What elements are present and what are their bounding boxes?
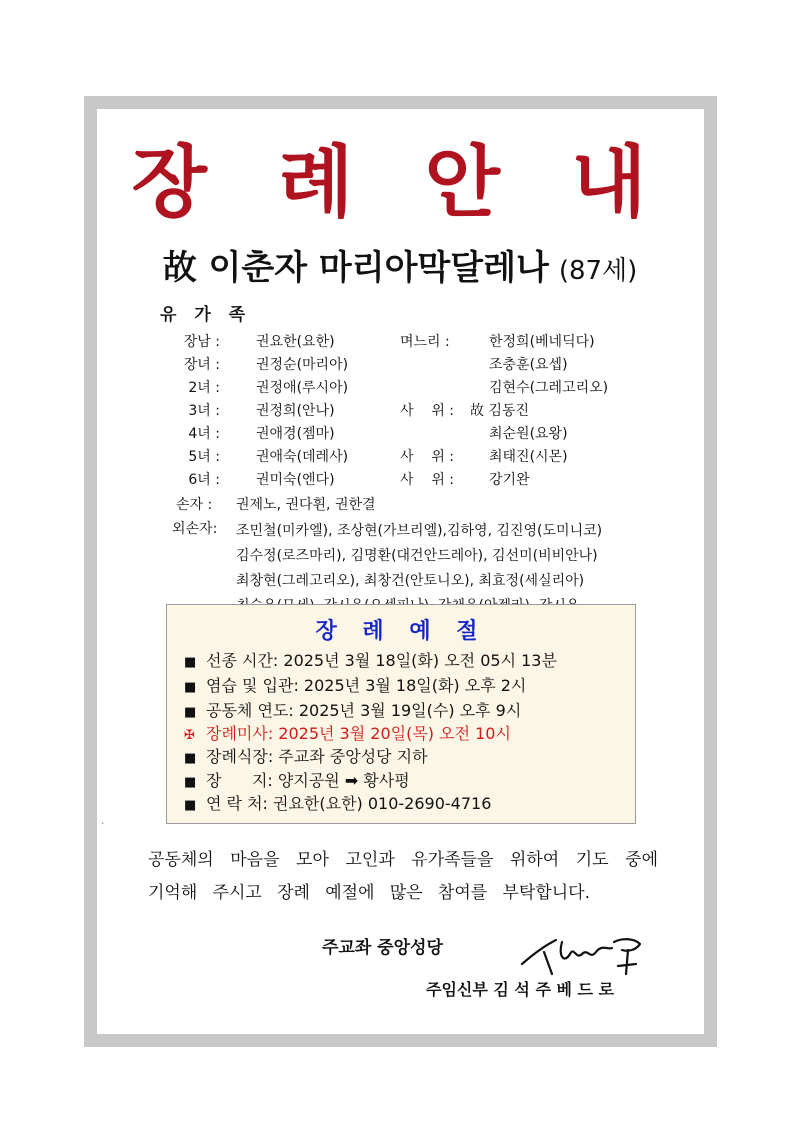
family-name: 강기완 bbox=[489, 472, 530, 488]
grandchildren-names: 권제노, 권다휜, 권한결 bbox=[236, 497, 376, 513]
schedule-item bbox=[184, 700, 521, 724]
notice-title: 장 례 안 내 bbox=[131, 138, 669, 228]
schedule-item-text: 장례식장: 주교좌 중앙성당 지하 bbox=[206, 747, 428, 766]
maternal-grandchildren-line: 김수정(로즈마리), 김명환(대건안드레아), 김선미(비비안나) bbox=[236, 548, 598, 564]
family-relation: 6녀 : bbox=[188, 472, 220, 488]
family-name: 권정희(안나) bbox=[256, 403, 335, 419]
schedule-item bbox=[184, 650, 557, 674]
bullet-icon: ■ bbox=[184, 798, 197, 813]
maternal-grandchildren-line: 최창현(그레고리오), 최창건(안토니오), 최효정(세실리아) bbox=[236, 573, 585, 589]
family-relation: 사 위 : bbox=[400, 472, 455, 488]
grandchildren-label: 손자 : bbox=[176, 497, 213, 513]
family-name: 권애경(젬마) bbox=[256, 426, 335, 442]
family-name: 조충훈(요셉) bbox=[489, 357, 568, 373]
deceased-age: (87세) bbox=[558, 256, 638, 286]
schedule-item bbox=[184, 770, 410, 794]
family-relation: 4녀 : bbox=[188, 426, 220, 442]
family-name: 권미숙(엔다) bbox=[256, 472, 335, 488]
family-name: 故 김동진 bbox=[470, 403, 530, 419]
family-name: 최태진(시몬) bbox=[489, 449, 568, 465]
maternal-grandchildren-line: 조민철(미카엘), 조상현(가브리엘),김하영, 김진영(도미니코) bbox=[236, 523, 603, 539]
family-relation: 장남 : bbox=[183, 334, 220, 350]
schedule-item-text: 공동체 연도: 2025년 3월 19일(수) 오후 9시 bbox=[206, 701, 522, 720]
family-heading: 유 가 족 bbox=[160, 305, 252, 325]
family-relation: 사 위 : bbox=[400, 403, 455, 419]
family-name: 김현수(그레고리오) bbox=[489, 380, 609, 396]
deceased-line bbox=[0, 246, 800, 293]
bullet-icon: ■ bbox=[184, 680, 197, 695]
family-relation: 장녀 : bbox=[183, 357, 220, 373]
schedule-item bbox=[184, 746, 428, 770]
cross-icon: ✠ bbox=[184, 728, 195, 743]
family-name: 한정희(베네딕다) bbox=[489, 334, 595, 350]
schedule-item-text: 장례미사: 2025년 3월 20일(목) 오전 10시 bbox=[206, 724, 511, 743]
schedule-item-text: 장 지: 양지공원 ➡ 황사평 bbox=[206, 771, 410, 790]
schedule-item bbox=[184, 675, 526, 699]
schedule-item-highlight bbox=[184, 723, 511, 747]
schedule-item-text: 연 락 처: 권요한(요한) 010-2690-4716 bbox=[206, 794, 492, 813]
family-name: 권요한(요한) bbox=[256, 334, 335, 350]
maternal-grandchildren-label: 외손자: bbox=[172, 521, 218, 537]
family-relation: 3녀 : bbox=[188, 403, 220, 419]
family-relation: 5녀 : bbox=[188, 449, 220, 465]
bullet-icon: ■ bbox=[184, 775, 197, 790]
schedule-item bbox=[184, 793, 491, 817]
schedule-item-text: 염습 및 입관: 2025년 3월 18일(화) 오후 2시 bbox=[206, 676, 527, 695]
family-relation: 2녀 : bbox=[188, 380, 220, 396]
priest-name: 주임신부 김 석 주 베 드 로 bbox=[426, 980, 614, 999]
bullet-icon: ■ bbox=[184, 655, 197, 670]
deceased-name: 故 이춘자 마리아막달레나 bbox=[162, 248, 549, 288]
family-name: 권정순(마리아) bbox=[256, 357, 349, 373]
bullet-icon: ■ bbox=[184, 751, 197, 766]
family-relation: 사 위 : bbox=[400, 449, 455, 465]
bullet-icon: ■ bbox=[184, 705, 197, 720]
schedule-title: 장 례 예 절 bbox=[315, 619, 487, 644]
family-name: 권정애(루시아) bbox=[256, 380, 349, 396]
stray-mark: ` bbox=[101, 822, 105, 831]
message-line: 공동체의 마음을 모아 고인과 유가족들을 위하여 기도 중에 bbox=[148, 850, 658, 870]
family-name: 최순원(요왕) bbox=[489, 426, 568, 442]
family-name: 권애숙(데레사) bbox=[256, 449, 349, 465]
church-name: 주교좌 중앙성당 bbox=[322, 938, 443, 958]
schedule-item-text: 선종 시간: 2025년 3월 18일(화) 오전 05시 13분 bbox=[206, 651, 557, 670]
message-line: 기억해 주시고 장례 예절에 많은 참여를 부탁합니다. bbox=[148, 883, 590, 903]
family-relation: 며느리 : bbox=[400, 334, 450, 350]
